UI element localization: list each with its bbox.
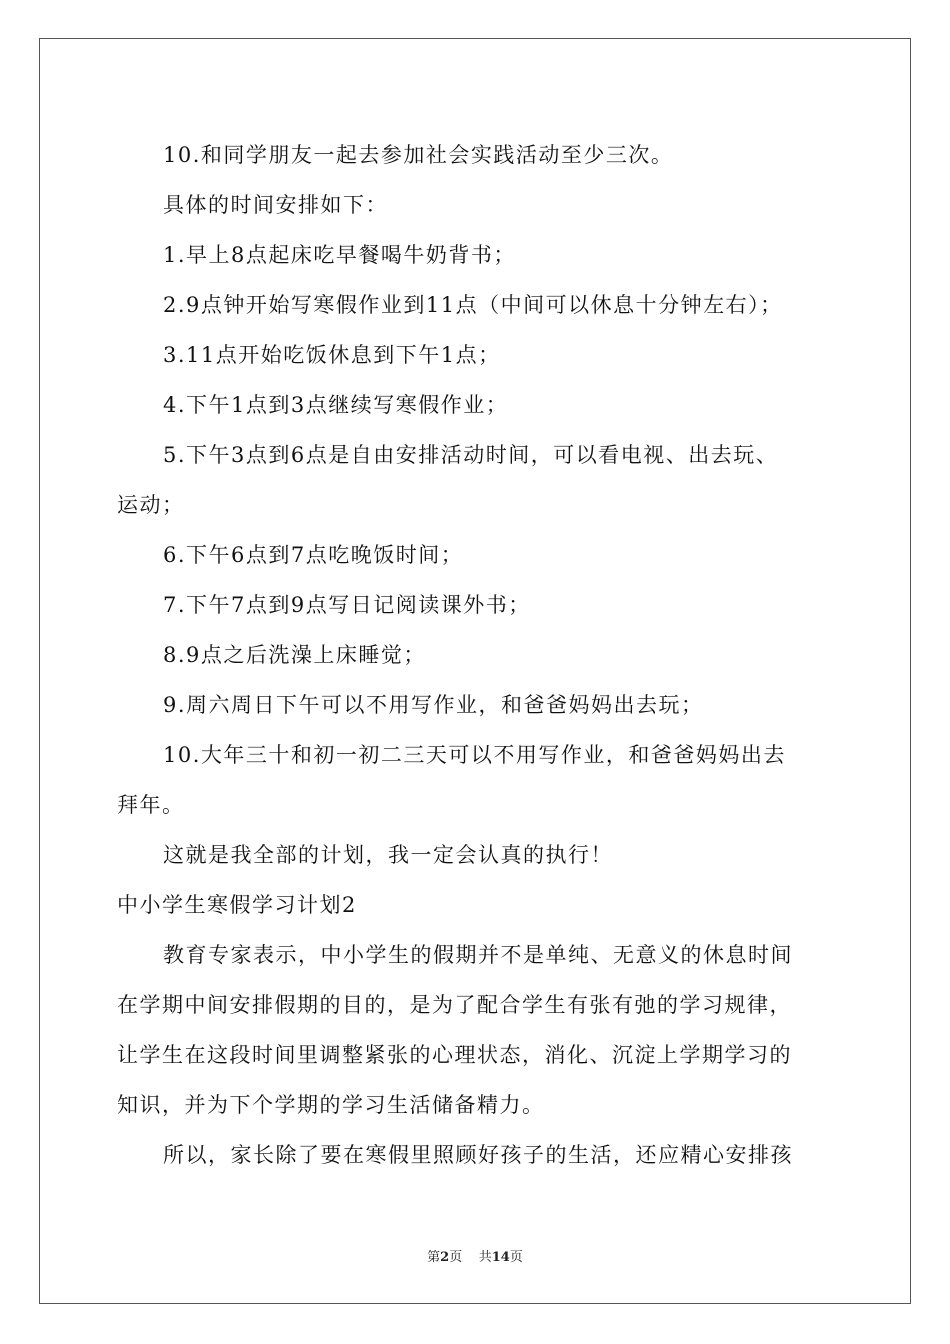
schedule-item-5: 5.下午3点到6点是自由安排活动时间，可以看电视、出去玩、: [163, 443, 779, 467]
paragraph-line: 在学期中间安排假期的目的，是为了配合学生有张有弛的学习规律，: [117, 993, 792, 1017]
schedule-item-8: 8.9点之后洗澡上床睡觉；: [163, 643, 426, 667]
total-pages: 14: [491, 1250, 510, 1265]
page-number: 2: [440, 1250, 450, 1265]
schedule-item-1: 1.早上8点起床吃早餐喝牛奶背书；: [163, 243, 516, 267]
schedule-intro: 具体的时间安排如下：: [163, 193, 388, 217]
paragraph-line: 所以，家长除了要在寒假里照顾好孩子的生活，还应精心安排孩: [163, 1143, 793, 1167]
total-prefix: 共: [478, 1250, 492, 1265]
schedule-item-2: 2.9点钟开始写寒假作业到11点（中间可以休息十分钟左右）；: [163, 293, 783, 317]
schedule-item-7: 7.下午7点到9点写日记阅读课外书；: [163, 593, 531, 617]
schedule-item-9: 9.周六周日下午可以不用写作业，和爸爸妈妈出去玩；: [163, 693, 704, 717]
total-suffix: 页: [509, 1250, 523, 1265]
closing-statement: 这就是我全部的计划，我一定会认真的执行！: [163, 843, 613, 867]
schedule-item-3: 3.11点开始吃饭休息到下午1点；: [163, 343, 501, 367]
page-suffix: 页: [449, 1250, 463, 1265]
schedule-item-6: 6.下午6点到7点吃晚饭时间；: [163, 543, 464, 567]
schedule-item-10-continued: 拜年。: [117, 793, 185, 817]
schedule-item-5-continued: 运动；: [117, 493, 185, 517]
document-body: [117, 130, 833, 1180]
section-heading: 中小学生寒假学习计划2: [117, 893, 357, 917]
paragraph-line: 知识，并为下个学期的学习生活储备精力。: [117, 1093, 545, 1117]
page-footer: [0, 1246, 950, 1265]
paragraph-line: 教育专家表示，中小学生的假期并不是单纯、无意义的休息时间: [163, 943, 793, 967]
list-item-10-practice: 10.和同学朋友一起去参加社会实践活动至少三次。: [163, 143, 674, 167]
page-prefix: 第: [427, 1250, 441, 1265]
paragraph-line: 让学生在这段时间里调整紧张的心理状态，消化、沉淀上学期学习的: [117, 1043, 792, 1067]
schedule-item-4: 4.下午1点到3点继续写寒假作业；: [163, 393, 509, 417]
schedule-item-10: 10.大年三十和初一初二三天可以不用写作业，和爸爸妈妈出去: [163, 743, 786, 767]
